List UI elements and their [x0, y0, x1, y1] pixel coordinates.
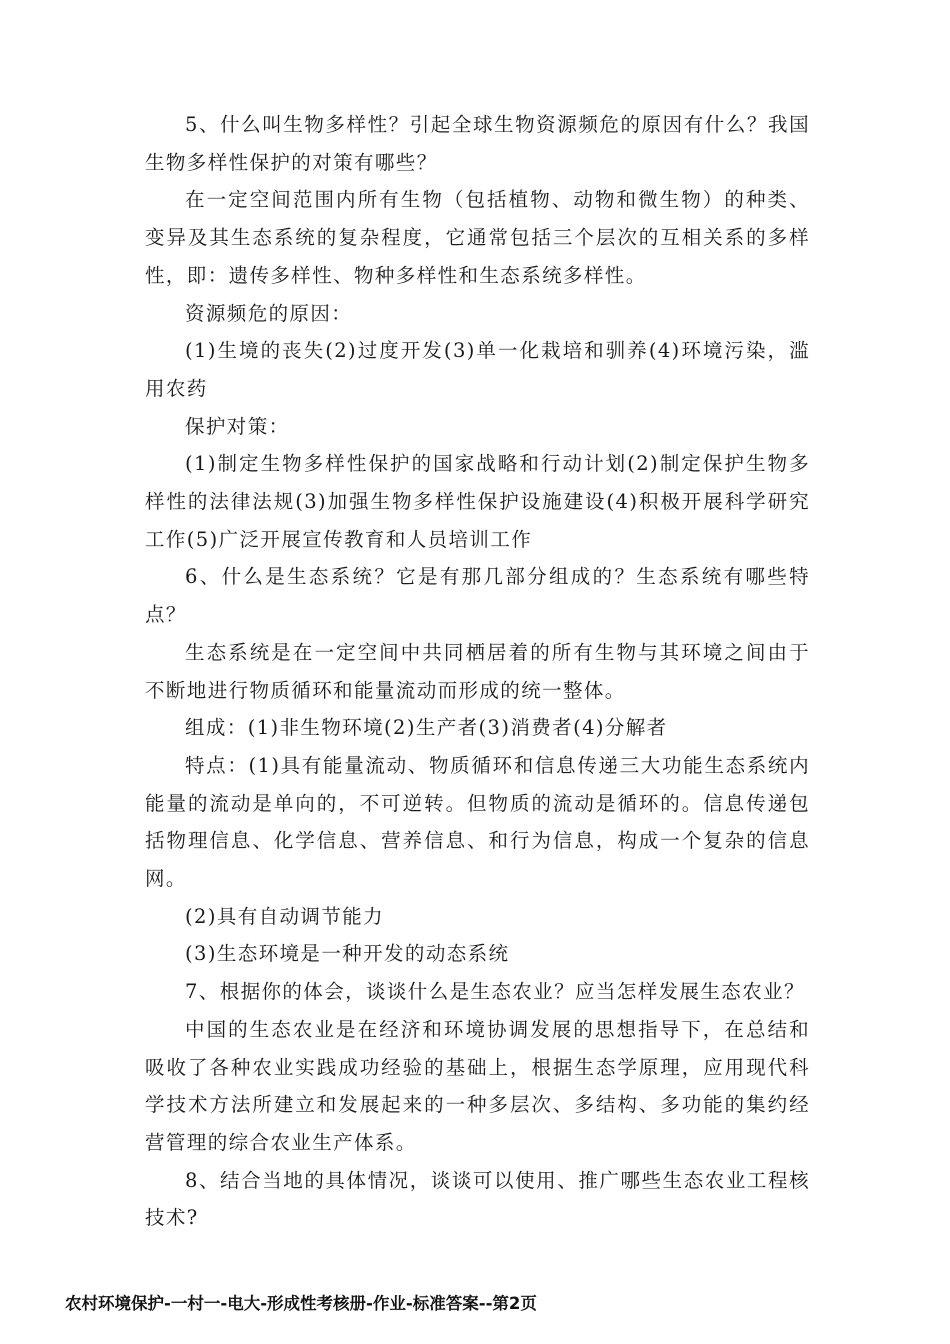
- answer-5-definition: 在一定空间范围内所有生物（包括植物、动物和微生物）的种类、变异及其生态系统的复杂程度，它通常包括三个层次的互相关系的多样性，即：遗传多样性、物种多样性和生态系统多样性。: [145, 188, 810, 287]
- answer-5-measures: (1)制定生物多样性保护的国家战略和行动计划(2)制定保护生物多样性的法律法规(3)加强生物多样性保护设施建设(4)积极开展科学研究工作(5)广泛开展宣传教育和人员培训工作: [145, 452, 810, 551]
- question-8: 8、结合当地的具体情况，谈谈可以使用、推广哪些生态农业工程核技术?: [145, 1168, 810, 1230]
- question-7: 7、根据你的体会，谈谈什么是生态农业？应当怎样发展生态农业？: [185, 980, 805, 1004]
- page-footer: 农村环境保护-一村一-电大-形成性考核册-作业-标准答案--第2页: [65, 1294, 537, 1313]
- answer-5-causes: (1)生境的丧失(2)过度开发(3)单一化栽培和驯养(4)环境污染，滥用农药: [145, 339, 810, 400]
- answer-6-features-3: (3)生态环境是一种开发的动态系统: [185, 942, 510, 966]
- question-5: 5、什么叫生物多样性？引起全球生物资源频危的原因有什么？我国生物多样性保护的对策有哪些？: [145, 113, 810, 174]
- answer-6-features-1: 特点：(1)具有能量流动、物质循环和信息传递三大功能生态系统内能量的流动是单向的，不可逆转。但物质的流动是循环的。信息传递包括物理信息、化学信息、营养信息、和行为信息，构成一个复杂的信息网。: [145, 753, 810, 891]
- answer-7: 中国的生态农业是在经济和环境协调发展的思想指导下，在总结和吸收了各种农业实践成功经验的基础上，根据生态学原理，应用现代科学技术方法所建立和发展起来的一种多层次、多结构、多功能的集约经营管理的综合农业生产体系。: [145, 1017, 810, 1154]
- answer-6-definition: 生态系统是在一定空间中共同栖居着的所有生物与其环境之间由于不断地进行物质循环和能量流动而形成的统一整体。: [145, 640, 810, 702]
- answer-5-causes-heading: 资源频危的原因：: [185, 301, 353, 325]
- answer-5-measures-heading: 保护对策：: [185, 414, 290, 438]
- answer-6-features-2: (2)具有自动调节能力: [185, 904, 385, 928]
- answer-6-components: 组成：(1)非生物环境(2)生产者(3)消费者(4)分解者: [185, 716, 668, 740]
- question-6: 6、什么是生态系统？它是有那几部分组成的？生态系统有哪些特点？: [145, 565, 810, 627]
- document-body: [145, 106, 810, 1237]
